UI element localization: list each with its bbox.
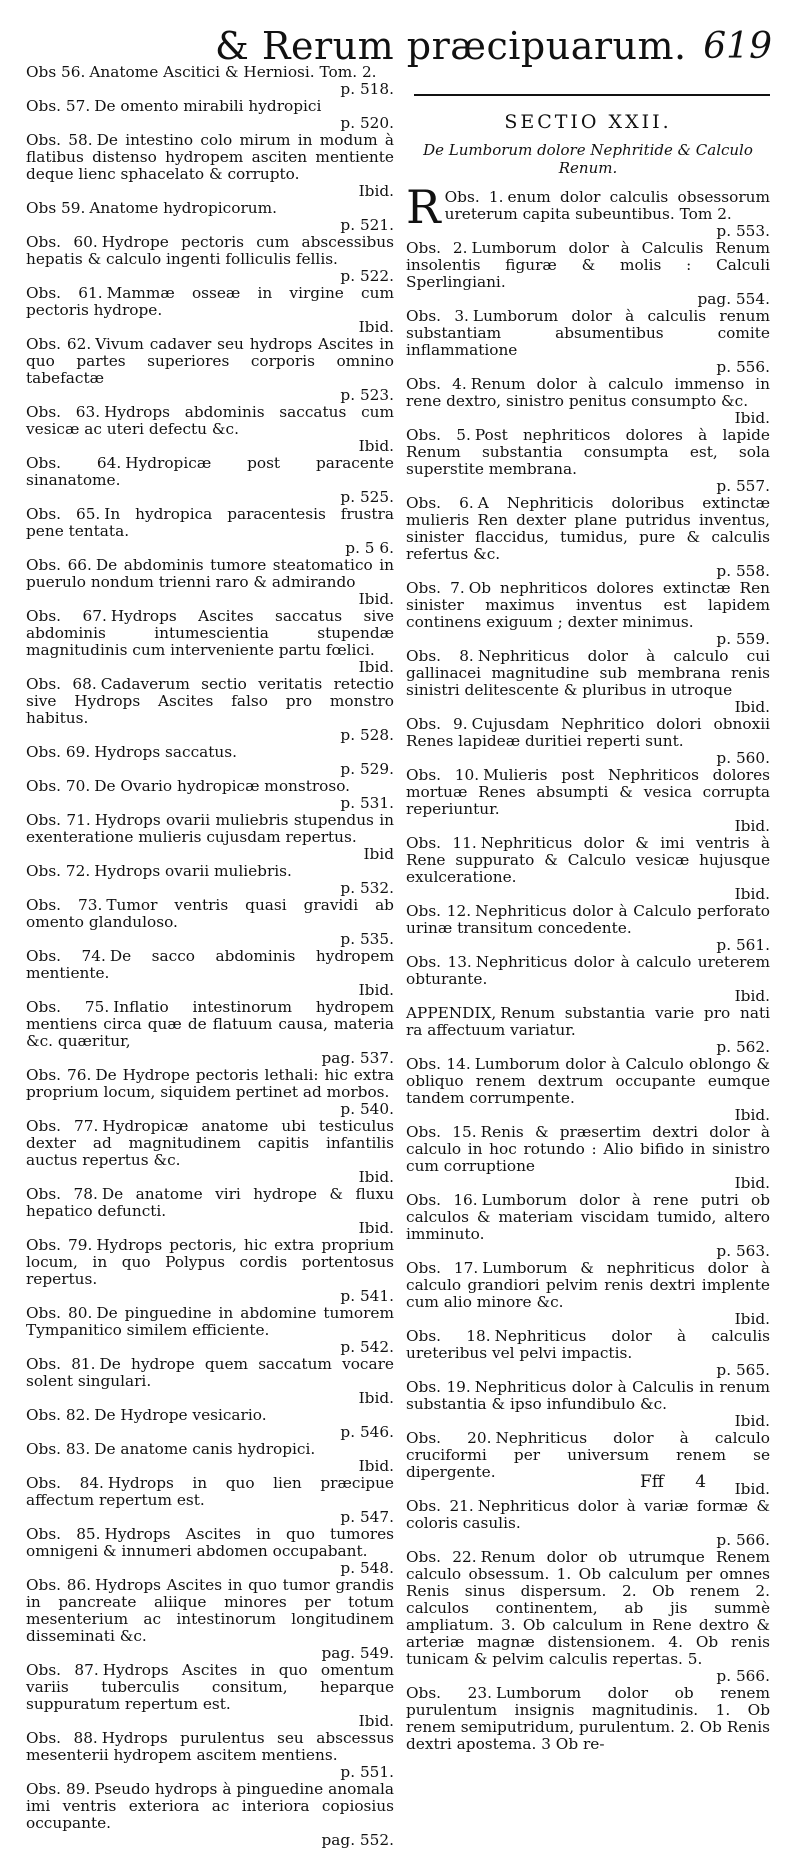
entry-text: Hydrops abdominis saccatus cum vesicæ ac uteri defectu &c. [26, 403, 394, 438]
entry-page-ref: p. 551. [340, 1763, 394, 1781]
entry-page-ref: p. 560. [716, 749, 770, 767]
entry-text: De omento mirabili hydropici [94, 97, 322, 115]
index-entry [26, 1067, 394, 1118]
index-entry [26, 132, 394, 200]
entry-text: Hydrops saccatus. [94, 743, 237, 761]
index-entry [26, 1577, 394, 1662]
entry-text: Hydrops purulentus seu abscessus mesenterii hydropem ascitem mentiens. [26, 1729, 394, 1764]
entry-label: Obs. 19. [406, 1378, 471, 1396]
entry-page-ref: Ibid. [734, 1174, 770, 1192]
index-entry [26, 234, 394, 285]
entry-page-ref: Ibid. [734, 1480, 770, 1498]
entry-text: Renum dolor à calculo immenso in rene dextro, sinistro penitus consumpto &c. [406, 375, 770, 410]
page-footer [640, 1472, 706, 1492]
index-entry [26, 676, 394, 744]
entry-page-ref: p. 556. [716, 358, 770, 376]
entry-page-ref: p. 561. [716, 936, 770, 954]
running-title: & Rerum præcipuarum. [215, 24, 687, 68]
entry-page-ref: Ibid. [358, 1457, 394, 1475]
entry-text: Lumborum & nephriticus dolor à calculo grandiori pelvim renis dextri implente cum alio minore &c. [406, 1259, 770, 1311]
entry-page-ref: pag. 549. [321, 1644, 394, 1662]
index-entry [406, 240, 770, 308]
entry-page-ref: p. 532. [340, 879, 394, 897]
index-entry [26, 744, 394, 778]
page-number: 619 [703, 26, 772, 67]
entry-page-ref: p. 557. [716, 477, 770, 495]
entry-label: Obs. 77. [26, 1117, 99, 1135]
entry-text: Hydropicæ post paracente sinanatome. [26, 454, 394, 489]
entry-text: Nephriticus dolor à calculo cui gallinacei magnitudine sub membrana renis sinistri delitescente & pluribus in utroque [406, 647, 770, 699]
entry-page-ref: pag. 554. [697, 290, 770, 308]
entry-label: Obs. 57. [26, 97, 91, 115]
index-entry [26, 506, 394, 557]
index-entry [26, 1526, 394, 1577]
entry-label: Obs. 18. [406, 1327, 491, 1345]
entry-label: Obs. 76. [26, 1066, 92, 1084]
index-entry [26, 948, 394, 999]
entry-page-ref: Ibid. [734, 1106, 770, 1124]
entry-page-ref: p. 540. [340, 1100, 394, 1118]
entry-page-ref: p. 520. [340, 114, 394, 132]
entry-page-ref: p. 529. [340, 760, 394, 778]
entry-label: Obs. 21. [406, 1497, 474, 1515]
index-entry [26, 404, 394, 455]
entry-page-ref: p. 546. [340, 1423, 394, 1441]
entry-text: Nephriticus dolor à Calculo perforato urinæ transitum concedente. [406, 902, 770, 937]
entry-label: Obs. 15. [406, 1123, 477, 1141]
entry-label: Obs 59. [26, 199, 86, 217]
index-entry [26, 1781, 394, 1849]
entry-label: Obs. 81. [26, 1355, 96, 1373]
entry-text: Nephriticus dolor à calculo cruciformi per universum renem se dipergente. [406, 1429, 770, 1481]
entry-text: Nephriticus dolor à calculis ureteribus vel pelvi impactis. [406, 1327, 770, 1362]
entry-text: Nephriticus dolor à calculo ureterem obturante. [406, 953, 770, 988]
index-entry [26, 1407, 394, 1441]
entry-page-ref: p. 553. [716, 222, 770, 240]
index-entry [406, 1192, 770, 1260]
entry-text: Anatome hydropicorum. [89, 199, 277, 217]
entry-page-ref: p. 528. [340, 726, 394, 744]
entry-page-ref: Ibid. [734, 409, 770, 427]
entry-page-ref: pag. 552. [321, 1831, 394, 1849]
entry-label: Obs. 16. [406, 1191, 478, 1209]
entry-text: Mulieris post Nephriticos dolores mortuæ Renes absumpti & vesica corrupta reperiuntur. [406, 766, 770, 818]
entry-text: Renis & præsertim dextri dolor à calculo in hoc rotundo : Alio bifido in sinistro cum corruptione [406, 1123, 770, 1175]
index-entry [26, 999, 394, 1067]
entry-label: Obs. 83. [26, 1440, 91, 1458]
entry-label: Obs. 20. [406, 1429, 492, 1447]
entry-page-ref: Ibid. [734, 987, 770, 1005]
entry-text: Hydropicæ anatome ubi testiculus dexter ad magnitudinem capitis infantilis auctus repertus &c. [26, 1117, 394, 1169]
entry-page-ref: Ibid. [734, 817, 770, 835]
entry-page-ref: Ibid. [358, 437, 394, 455]
section-rule [414, 94, 770, 96]
entry-label: Obs. 71. [26, 811, 91, 829]
entry-label: Obs. 61. [26, 284, 103, 302]
index-entry [26, 98, 394, 132]
index-entry [26, 863, 394, 897]
entry-page-ref: pag. 537. [321, 1049, 394, 1067]
entry-text: Hydrope pectoris cum abscessibus hepatis & calculo ingenti folliculis fellis. [26, 233, 394, 268]
entry-label: Obs. 63. [26, 403, 101, 421]
index-entry [26, 1237, 394, 1305]
index-entry [406, 1328, 770, 1379]
entry-text: Hydrops Ascites in quo tumores omnigeni & innumeri abdomen occupabant. [26, 1525, 394, 1560]
index-entry [406, 1056, 770, 1124]
entry-label: Obs. 60. [26, 233, 98, 251]
entry-page-ref: Ibid. [734, 1310, 770, 1328]
entry-label: Obs. 73. [26, 896, 103, 914]
entry-page-ref: p. 521. [340, 216, 394, 234]
entry-label: Obs. 64. [26, 454, 122, 472]
entry-label: Obs. 69. [26, 743, 91, 761]
entry-text: Lumborum dolor ob renem purulentum insignis magnitudinis. 1. Ob renem semiputridum, purulentum. 2. Ob Renis dextri apostema. 3 Ob re- [406, 1684, 770, 1753]
index-entry [406, 1498, 770, 1549]
entry-page-ref: p. 547. [340, 1508, 394, 1526]
entry-text: Hydrops Ascites in quo tumor grandis in pancreate aliique minores per totum mesenterium ac intestinorum longitudinem disseminati &c. [26, 1576, 394, 1645]
entry-page-ref: Ibid. [358, 590, 394, 608]
entry-text: De sacco abdominis hydropem mentiente. [26, 947, 394, 982]
entry-page-ref: p. 548. [340, 1559, 394, 1577]
entry-page-ref: p. 542. [340, 1338, 394, 1356]
entry-label: Obs. 68. [26, 675, 97, 693]
signature-mark: Fff [640, 1472, 664, 1492]
entry-text: De intestino colo mirum in modum à flatibus distenso hydropem asciten mentiente deque lienc sphacelato & corrupto. [26, 131, 394, 183]
entry-text: Mammæ osseæ in virgine cum pectoris hydrope. [26, 284, 394, 319]
entry-text: Vivum cadaver seu hydrops Ascites in quo partes superiores corporis omnino tabefactæ [26, 335, 394, 387]
entry-text: Pseudo hydrops à pinguedine anomala imi ventris exteriora ac interiora copiosius occupante. [26, 1780, 394, 1832]
entry-label: Obs. 62. [26, 335, 92, 353]
entry-text: Hydrops ovarii muliebris stupendus in exenteratione mulieris cujusdam repertus. [26, 811, 394, 846]
index-entry [406, 903, 770, 954]
section-title: SECTIO XXII. [504, 111, 672, 133]
section-subtitle: De Lumborum dolore Nephritide & Calculo Renum. [423, 141, 753, 177]
entry-text: A Nephriticis doloribus extinctæ mulieris Ren dexter plane putridus inventus, sinister flaccidus, tumidus, pure & calculis refertus &c. [406, 494, 770, 563]
index-entry [406, 427, 770, 495]
entry-label: Obs. 89. [26, 1780, 91, 1798]
entry-page-ref: Ibid. [358, 1389, 394, 1407]
drop-cap: R [406, 180, 441, 234]
entry-label: Obs. 86. [26, 1576, 92, 1594]
entry-text: De Hydrope pectoris lethali: hic extra proprium locum, siquidem pertinet ad morbos. [26, 1066, 394, 1101]
index-entry [26, 897, 394, 948]
entry-page-ref: p. 535. [340, 930, 394, 948]
entry-page-ref: Ibid. [734, 885, 770, 903]
entry-page-ref: Ibid. [358, 658, 394, 676]
entry-label: Obs. 67. [26, 607, 107, 625]
entry-label: Obs 56. [26, 63, 86, 81]
entry-page-ref: p. 518. [340, 80, 394, 98]
entry-text: De anatome canis hydropici. [94, 1440, 316, 1458]
entry-text: De abdominis tumore steatomatico in puerulo nondum trienni raro & admirando [26, 556, 394, 591]
entry-page-ref: Ibid [363, 845, 394, 863]
entry-label: Obs. 58. [26, 131, 93, 149]
index-entry [406, 308, 770, 376]
entry-label: Obs. 14. [406, 1055, 471, 1073]
entry-label: Obs. 2. [406, 239, 468, 257]
index-entry [26, 1305, 394, 1356]
index-entry [26, 200, 394, 234]
index-entry [26, 64, 394, 98]
entry-label: Obs. 3. [406, 307, 469, 325]
entry-text: In hydropica paracentesis frustra pene tentata. [26, 505, 394, 540]
entry-label: Obs. 1. [444, 188, 504, 206]
entry-label: Obs. 9. [406, 715, 468, 733]
index-entry [26, 1475, 394, 1526]
index-entry [406, 1685, 770, 1753]
index-entry [26, 1441, 394, 1475]
entry-text: Nephriticus dolor à Calculis in renum substantia & ipso infundibulo &c. [406, 1378, 770, 1413]
entry-label: Obs. 10. [406, 766, 480, 784]
entry-text: Hydrops pectoris, hic extra proprium locum, in quo Polypus cordis portentosus repertus. [26, 1236, 394, 1288]
entry-text: Hydrops Ascites in quo omentum variis tuberculis consitum, heparque suppuratum repertum est. [26, 1661, 394, 1713]
entry-page-ref: Ibid. [358, 1168, 394, 1186]
entry-text: Tumor ventris quasi gravidi ab omento glanduloso. [26, 896, 394, 931]
entry-text: De anatome viri hydrope & fluxu hepatico defuncti. [26, 1185, 394, 1220]
index-entry [26, 1662, 394, 1730]
entry-page-ref: Ibid. [734, 698, 770, 716]
entry-label: Obs. 6. [406, 494, 474, 512]
entry-text: Nephriticus dolor & imi ventris à Rene suppurato & Calculo vesicæ hujusque exulceratione. [406, 834, 770, 886]
entry-text: Lumborum dolor à Calculis Renum insolentis figuræ & molis : Calculi Sperlingiani. [406, 239, 770, 291]
index-entry [406, 1549, 770, 1685]
right-column [406, 92, 770, 1753]
entry-page-ref: p. 558. [716, 562, 770, 580]
index-entry [26, 1118, 394, 1186]
entry-page-ref: Ibid. [358, 981, 394, 999]
entry-label: Obs. 88. [26, 1729, 98, 1747]
entry-text: Cujusdam Nephritico dolori obnoxii Renes lapideæ duritiei reperti sunt. [406, 715, 770, 750]
entry-text: Nephriticus dolor à variæ formæ & coloris casulis. [406, 1497, 770, 1532]
entry-text: Hydrops in quo lien præcipue affectum repertum est. [26, 1474, 394, 1509]
index-entry [26, 1730, 394, 1781]
index-entry [406, 1379, 770, 1430]
index-entry [406, 767, 770, 835]
index-entry [406, 1124, 770, 1192]
entry-label: Obs. 66. [26, 556, 92, 574]
entry-label: Obs. 8. [406, 647, 474, 665]
entry-text: Lumborum dolor à calculis renum substantiam absumentibus comite inflammatione [406, 307, 770, 359]
index-entry [26, 336, 394, 404]
entry-label: Obs. 87. [26, 1661, 99, 1679]
entry-label: Obs. 5. [406, 426, 471, 444]
index-entry [406, 1430, 770, 1498]
entry-page-ref: p. 522. [340, 267, 394, 285]
entry-label: Obs. 85. [26, 1525, 101, 1543]
index-entry [26, 455, 394, 506]
index-entry [406, 580, 770, 648]
entry-page-ref: Ibid. [358, 1219, 394, 1237]
entry-text: Hydrops Ascites saccatus sive abdominis intumescientia stupendæ magnitudinis cum interveniente partu fœlici. [26, 607, 394, 659]
entry-label: Obs. 22. [406, 1548, 477, 1566]
entry-page-ref: p. 559. [716, 630, 770, 648]
entry-label: Obs. 65. [26, 505, 101, 523]
index-entry [406, 495, 770, 580]
entry-page-ref: p. 523. [340, 386, 394, 404]
index-entry [406, 1005, 770, 1056]
entry-page-ref: p. 565. [716, 1361, 770, 1379]
signature-number: 4 [695, 1472, 707, 1492]
index-entry [26, 1186, 394, 1237]
entry-page-ref: Ibid. [358, 1712, 394, 1730]
entry-page-ref: p. 531. [340, 794, 394, 812]
entry-text: Inflatio intestinorum hydropem mentiens circa quæ de flatuum causa, materia &c. quæritur, [26, 998, 394, 1050]
index-entry [406, 1260, 770, 1328]
entry-text: enum dolor calculis obsessorum ureterum capita subeuntibus. Tom 2. [444, 188, 770, 223]
entry-text: De Hydrope vesicario. [94, 1406, 267, 1424]
entry-text: De hydrope quem saccatum vocare solent singulari. [26, 1355, 394, 1390]
entry-text: Lumborum dolor à Calculo oblongo & obliquo renem dextrum occupante eumque tandem corrumpente. [406, 1055, 770, 1107]
entry-text: Renum substantia varie pro nati ra affectuum variatur. [406, 1004, 770, 1039]
entry-label: Obs. 4. [406, 375, 467, 393]
index-entry [406, 954, 770, 1005]
index-entry [26, 608, 394, 676]
entry-label: Obs. 75. [26, 998, 110, 1016]
entry-text: Hydrops ovarii muliebris. [94, 862, 292, 880]
entry-label: Obs. 11. [406, 834, 477, 852]
entry-page-ref: Ibid. [358, 318, 394, 336]
entry-text: De Ovario hydropicæ monstroso. [94, 777, 351, 795]
entry-label: Obs. 70. [26, 777, 91, 795]
index-entry [26, 285, 394, 336]
index-entry [406, 716, 770, 767]
entry-page-ref: Ibid. [734, 1412, 770, 1430]
index-entry [26, 557, 394, 608]
entry-page-ref: p. 566. [716, 1667, 770, 1685]
entry-label: Obs. 79. [26, 1236, 93, 1254]
entry-page-ref: p. 563. [716, 1242, 770, 1260]
entry-label: Obs. 7. [406, 579, 465, 597]
index-entry [406, 648, 770, 716]
entry-text: Renum dolor ob utrumque Renem calculo obsessum. 1. Ob calculum per omnes Renis sinus dispersum. 2. Ob renem 2. calculos continentem, ab jis summè ampliatum. 3. Ob calculum in Rene dextro & arteriæ magnæ distensionem. 4. Ob renis tunicam & pelvim calculis repertas. 5. [406, 1548, 770, 1668]
left-column [26, 64, 394, 1849]
entry-text: Anatome Ascitici & Herniosi. Tom. 2. [89, 63, 377, 81]
entry-label: Obs. 80. [26, 1304, 93, 1322]
entry-page-ref: p. 566. [716, 1531, 770, 1549]
entry-page-ref: p. 5 6. [345, 539, 394, 557]
entry-label: Obs. 78. [26, 1185, 98, 1203]
entry-text: Lumborum dolor à rene putri ob calculos & materiam viscidam tumido, altero imminuto. [406, 1191, 770, 1243]
entry-label: Obs. 72. [26, 862, 91, 880]
entry-text: Post nephriticos dolores à lapide Renum substantia consumpta est, sola superstite membrana. [406, 426, 770, 478]
index-entry [406, 180, 770, 240]
entry-label: APPENDIX, [406, 1004, 497, 1022]
entry-page-ref: p. 525. [340, 488, 394, 506]
entry-label: Obs. 74. [26, 947, 106, 965]
entry-label: Obs. 23. [406, 1684, 492, 1702]
index-entry [406, 376, 770, 427]
entry-label: Obs. 13. [406, 953, 472, 971]
entry-label: Obs. 84. [26, 1474, 104, 1492]
entry-text: Cadaverum sectio veritatis retectio sive Hydrops Ascites falso pro monstro habitus. [26, 675, 394, 727]
entry-page-ref: p. 541. [340, 1287, 394, 1305]
index-entry [26, 778, 394, 812]
entry-label: Obs. 82. [26, 1406, 91, 1424]
entry-text: Ob nephriticos dolores extinctæ Ren sinister maximus inventus est lapidem continens exiguum ; dexter minimus. [406, 579, 770, 631]
index-entry [406, 835, 770, 903]
entry-label: Obs. 12. [406, 902, 472, 920]
entry-page-ref: p. 562. [716, 1038, 770, 1056]
index-entry [26, 812, 394, 863]
index-entry [26, 1356, 394, 1407]
right-entries [406, 180, 770, 1753]
entry-label: Obs. 17. [406, 1259, 479, 1277]
entry-text: De pinguedine in abdomine tumorem Tympanitico similem efficiente. [26, 1304, 394, 1339]
entry-page-ref: Ibid. [358, 182, 394, 200]
